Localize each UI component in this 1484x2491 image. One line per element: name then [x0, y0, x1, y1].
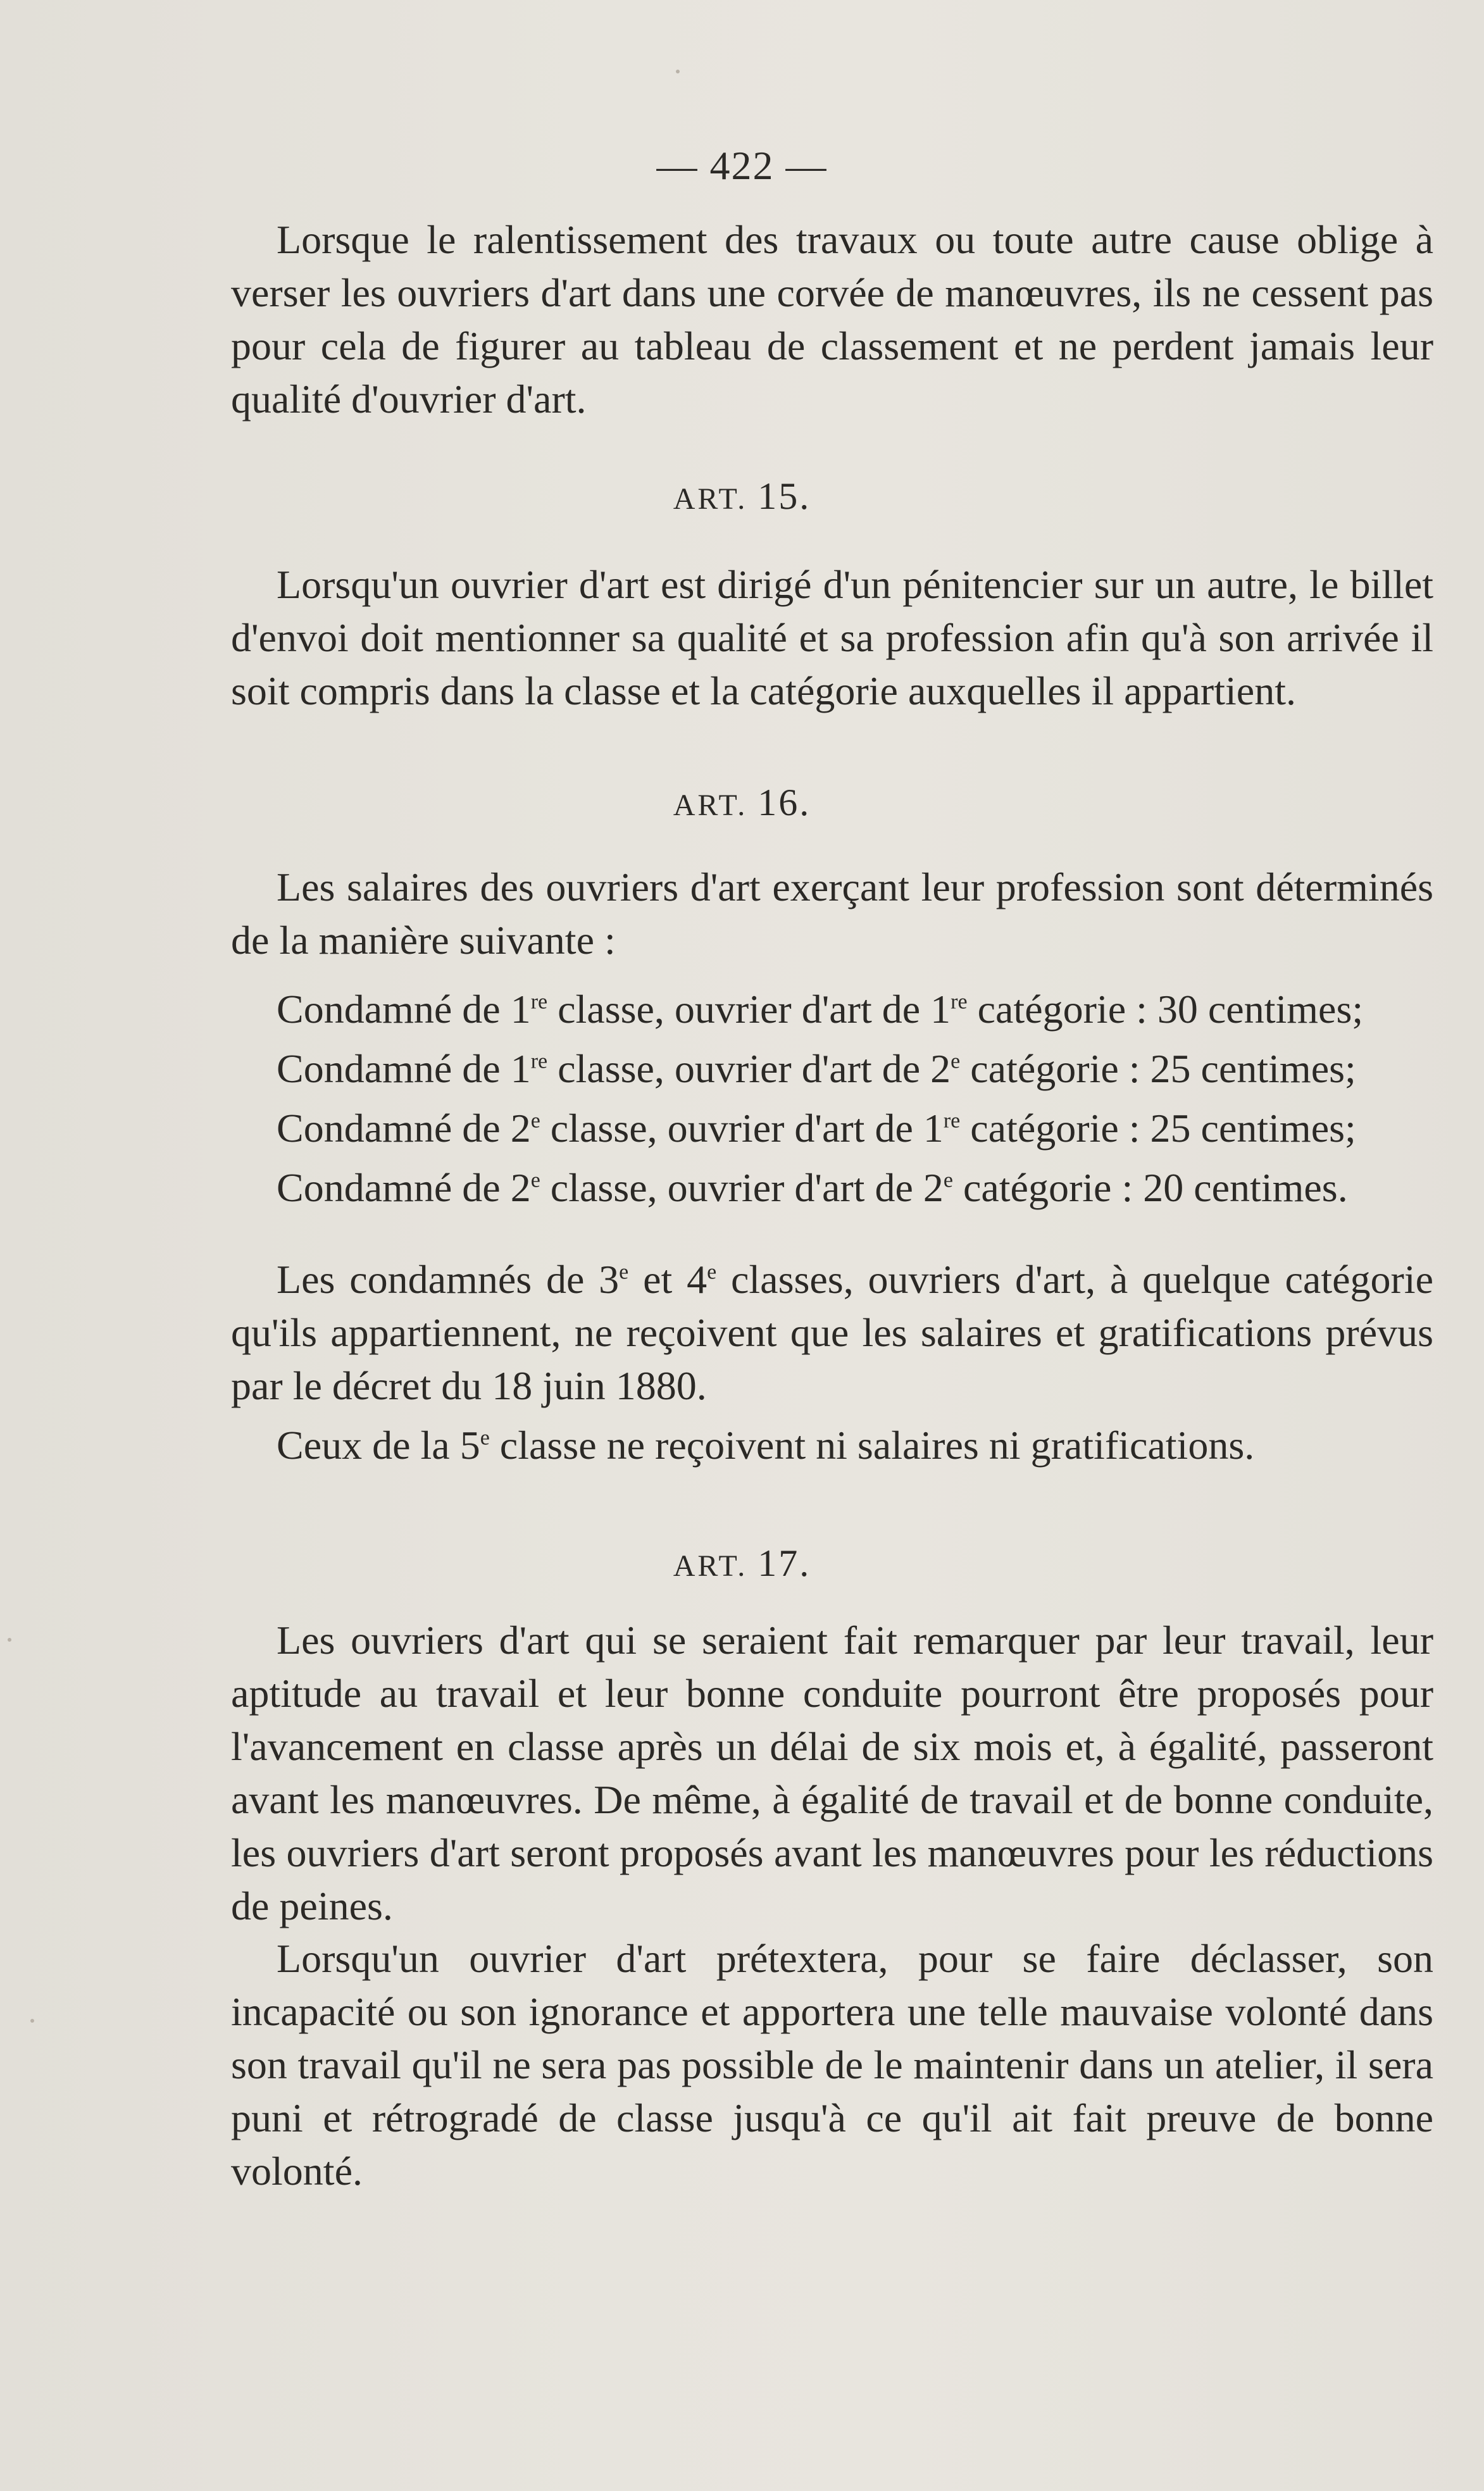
article-number: 17. [758, 1542, 811, 1584]
paragraph-art15 [231, 558, 1433, 718]
article-label: ART. [673, 1549, 748, 1583]
salary-line: Condamné de 2e classe, ouvrier d'art de 1re catégorie : 25 centimes; [277, 1106, 1356, 1151]
article-label: ART. [673, 482, 748, 516]
salary-line: Condamné de 1re classe, ouvrier d'art de 2e catégorie : 25 centimes; [277, 1046, 1356, 1091]
paragraph-art17 [231, 1614, 1433, 1933]
paragraph-art15-text: Lorsqu'un ouvrier d'art est dirigé d'un pénitencier sur un autre, le billet d'envoi doit mentionner sa qualité et sa profession afin qu'à son arrivée il soit compris dans la classe et la catégorie auxquelles il appartient. [231, 562, 1433, 713]
paragraph-final-text: Lorsqu'un ouvrier d'art prétextera, pour se faire déclasser, son incapacité ou son ignorance et apportera une telle mauvaise volonté dans son travail qu'il ne sera pas possible de le maintenir dans un atelier, il sera puni et rétrogradé de classe jusqu'à ce qu'il ait fait preuve de bonne volonté. [231, 1936, 1433, 2194]
paragraph-art16-text: Les salaires des ouvriers d'art exerçant leur profession sont déterminés de la manière suivante : [231, 865, 1433, 963]
article-number: 15. [758, 475, 811, 517]
article-heading-16 [0, 781, 1484, 825]
paper-speck [676, 70, 680, 73]
paragraph-classes [231, 1253, 1433, 1413]
paragraph-intro [231, 213, 1433, 426]
paragraph-art16 [231, 861, 1433, 967]
paragraph-intro-text: Lorsque le ralentissement des travaux ou toute autre cause oblige à verser les ouvriers d'art dans une corvée de manœuvres, ils ne cessent pas pour cela de figurer au tableau de classement et ne perdent jamais leur qualité d'ouvrier d'art. [231, 217, 1433, 421]
article-number: 16. [758, 782, 811, 823]
paragraph-fifth-class [231, 1419, 1433, 1472]
paper-speck [30, 2019, 34, 2023]
paper-speck [8, 1638, 11, 1642]
paragraph-final [231, 1932, 1433, 2198]
article-heading-17 [0, 1542, 1484, 1585]
paragraph-classes-text: Les condamnés de 3e et 4e classes, ouvriers d'art, à quelque catégorie qu'ils appartiennent, ne reçoivent que les salaires et gratifications prévus par le décret du 18 juin 1880. [231, 1257, 1433, 1408]
article-heading-15 [0, 475, 1484, 518]
paragraph-fifth-class-text: Ceux de la 5e classe ne reçoivent ni salaires ni gratifications. [277, 1423, 1255, 1468]
salary-list [277, 980, 1416, 1218]
salary-line: Condamné de 2e classe, ouvrier d'art de 2e catégorie : 20 centimes. [277, 1165, 1348, 1210]
article-label: ART. [673, 789, 748, 822]
paragraph-art17-text: Les ouvriers d'art qui se seraient fait remarquer par leur travail, leur aptitude au travail et leur bonne conduite pourront être proposés pour l'avancement en classe après un délai de six mois et, à égalité, passeront avant les manœuvres. De même, à égalité de travail et de bonne conduite, les ouvriers d'art seront proposés avant les manœuvres pour les réductions de peines. [231, 1618, 1433, 1928]
salary-line: Condamné de 1re classe, ouvrier d'art de 1re catégorie : 30 centimes; [277, 987, 1364, 1032]
page-number: — 422 — [656, 143, 828, 188]
